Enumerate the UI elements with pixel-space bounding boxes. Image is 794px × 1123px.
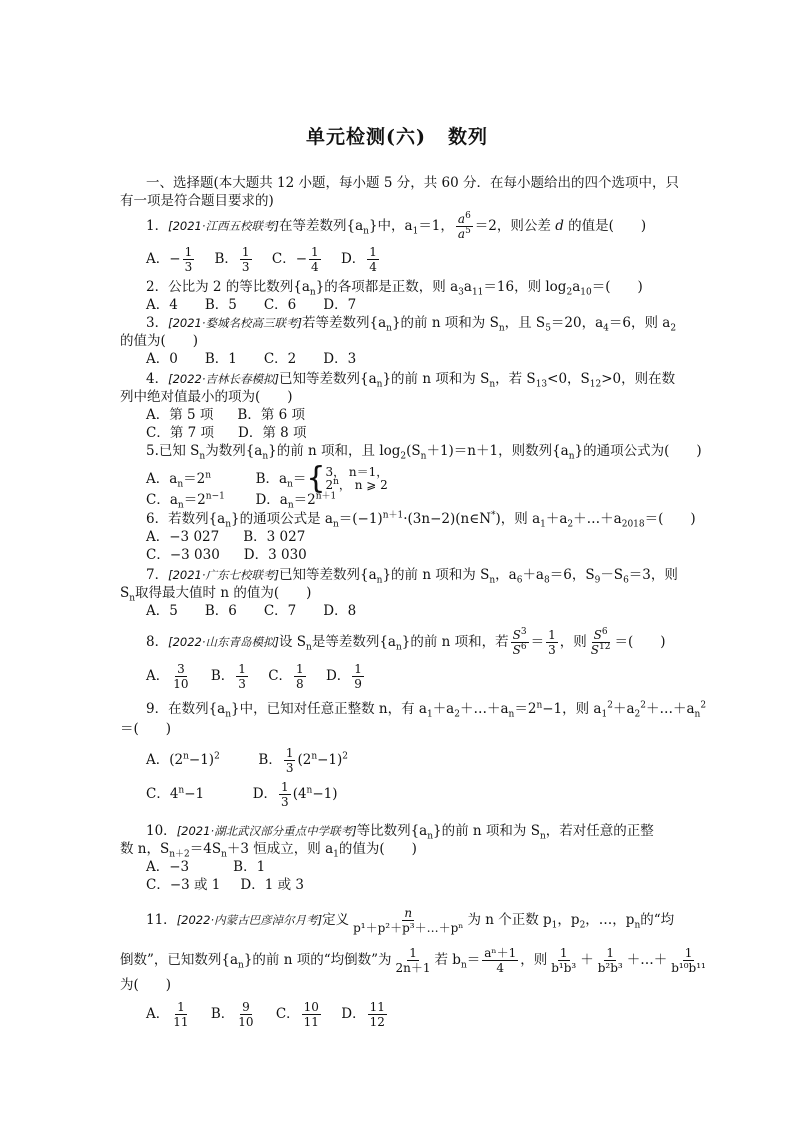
- q8-option-b: B． $\frac{1}{3}$: [210, 662, 246, 691]
- q5-options-row2: [146, 491, 336, 509]
- q3-options: A．0 B．1 C．2 D．3: [146, 351, 357, 367]
- q6-option-a: A．−3 027: [146, 529, 220, 545]
- section-header: 一、选择题(本大题共 12 小题，每小题 5 分，共 60 分．在每小题给出的四个选项中，只有一项是符合题目要求的): [120, 175, 679, 209]
- q11-options: [146, 1000, 389, 1029]
- q4-options-row1: [146, 406, 305, 424]
- question-8: 8．[2022·山东青岛模拟]设 $S_n$是等差数列$\{a_n\}$的前 n 项和，若 $\frac{S^3}{S^6}$ ＝ $\frac{1}{3}$ ，则 $\frac{S^6}{S^{12}}$ ＝( ): [146, 627, 666, 657]
- q6-option-b: B．3 027: [243, 529, 306, 545]
- q6-option-c: C．−3 030: [146, 547, 220, 563]
- q11-stem-line2: 倒数”，已知数列$\{a_n\}$的前 n 项的“均倒数”为 $\frac{1}{2n+1}$ 若 $b_n=$ $\frac{\text{aⁿ＋1}}{4}$ ，则 $\frac{1}{\text{b¹b³}}$ ＋ $\frac{1}{\text{b²b³}}$ ＋…＋ $\frac{1}{\text{b¹⁰b¹¹}}$: [120, 946, 706, 975]
- q1-source: [2021·江西五校联考]: [168, 219, 279, 233]
- title-topic: 数列: [447, 126, 488, 148]
- question-11: 11．[2022·内蒙古巴彦淖尔月考]定义 $\frac{n}{\text{p¹＋p²＋p³＋…＋pⁿ}}$ 为 n 个正数 $p_1$，$p_2$，…，$p_n$的“均: [146, 906, 675, 935]
- question-4: 4．[2022·吉林长春模拟]已知等差数列$\{a_n\}$的前 n 项和为 $S_n$，若 $S_{13}<0$，$S_{12}>0$，则在数: [146, 371, 676, 390]
- q7-source: [2021·广东七校联考]: [168, 568, 279, 582]
- q10-options-row1: [146, 858, 265, 876]
- question-7: 7．[2021·广东七校联考]已知等差数列$\{a_n\}$的前 n 项和为 $S_n$，$a_6+a_8=6$，$S_9-S_6=3$，则: [146, 567, 678, 586]
- q6-option-d: D．3 030: [243, 547, 307, 563]
- q4-option-b: B．第 6 项: [237, 407, 306, 423]
- question-9: 9．在数列$\{a_n\}$中，已知对任意正整数 n，有 $a_1+a_2+\dots+a_n=2^n-1$，则 $a_1^2+a_2^2+\dots+a_n^2$: [146, 700, 707, 720]
- q4-stem-line2: 列中绝对值最小的项为( ): [120, 389, 293, 405]
- q1-option-b: B． $\frac{1}{3}$: [214, 245, 250, 274]
- q5-option-d: D．$a_n=2^{n+1}$: [255, 491, 337, 511]
- q11-source: [2022·内蒙古巴彦淖尔月考]: [176, 913, 323, 927]
- q8-option-a: A． $\frac{3}{10}$: [146, 662, 189, 691]
- q10-source: [2021·湖北武汉部分重点中学联考]: [176, 824, 357, 838]
- question-3: 3．[2021·婺城名校高三联考]若等差数列$\{a_n\}$的前 n 项和为 $S_n$，且 $S_5=20$，$a_4=6$，则 $a_2$: [146, 315, 677, 334]
- q9-option-c: C．$4^n-1$: [146, 785, 205, 802]
- q1-options: [146, 245, 381, 274]
- q11-option-d: D． $\frac{11}{12}$: [341, 1000, 385, 1029]
- q4-source: [2022·吉林长春模拟]: [168, 372, 279, 386]
- q8-option-c: C． $\frac{1}{8}$: [268, 662, 304, 691]
- q5-option-c: C．$a_n=2^{n-1}$: [146, 491, 225, 511]
- q9-stem-line2: ＝( ): [120, 721, 172, 737]
- q3-stem-line2: 的值为( ): [120, 333, 199, 349]
- q11-option-b: B． $\frac{9}{10}$: [210, 1000, 254, 1029]
- question-1: 1．[2021·江西五校联考]在等差数列$\{a_n\}$中，$a_1=1$， $\frac{a^6}{a^5}$ ＝2，则公差 d 的值是( ): [146, 211, 647, 241]
- q1-option-d: D． $\frac{1}{4}$: [340, 245, 377, 274]
- q5-option-a: A．$a_n=2^n$: [146, 470, 211, 490]
- q1-option-c: C．− $\frac{1}{4}$: [271, 245, 319, 274]
- q9-options-row1: [146, 746, 348, 775]
- q3-source: [2021·婺城名校高三联考]: [168, 316, 302, 330]
- q4-option-c: C．第 7 项: [146, 425, 215, 441]
- question-10: 10．[2021·湖北武汉部分重点中学联考]等比数列$\{a_n\}$的前 n 项和为 $S_n$，若对任意的正整: [146, 823, 654, 842]
- q10-stem-line2: 数 n，$S_{n+2}=4S_n+3$ 恒成立，则 $a_1$的值为( ): [120, 841, 417, 860]
- q10-option-a: A．−3: [146, 859, 190, 875]
- question-2: 2．公比为 2 的等比数列$\{a_n\}$的各项都是正数，则 $a_3a_{11}=16$，则 $\log_2a_{10}=$( ): [146, 279, 643, 298]
- page-title: [0, 122, 794, 149]
- q10-option-b: B．1: [233, 859, 266, 875]
- q6-options-row2: [146, 546, 307, 564]
- q8-option-d: D． $\frac{1}{9}$: [325, 662, 362, 691]
- q2-options: A．4 B．5 C．6 D．7: [146, 297, 357, 313]
- q1-ratio-fraction: $\frac{a^6}{a^5}$: [457, 211, 471, 241]
- q10-options-row2: [146, 876, 304, 894]
- q9-options-row2: [146, 780, 338, 809]
- q11-option-a: A． $\frac{1}{11}$: [146, 1000, 189, 1029]
- title-unit: 单元检测(六): [306, 126, 426, 148]
- q4-option-a: A．第 5 项: [146, 407, 214, 423]
- q9-option-d: D． $\frac{1}{3}$ $(4^n-1)$: [252, 780, 338, 809]
- q10-option-c: C．−3 或 1: [146, 877, 221, 893]
- q8-source: [2022·山东青岛模拟]: [168, 635, 279, 649]
- q11-stem-line3: 为( ): [120, 977, 172, 993]
- question-5: 5.已知 $S_n$为数列$\{a_n\}$的前 n 项和，且 $\log_2(S_n+1)=n+1$，则数列$\{a_n\}$的通项公式为( ): [146, 443, 702, 462]
- q10-option-d: D．1 或 3: [240, 877, 304, 893]
- q7-stem-line2: $S_n$取得最大值时 n 的值为( ): [120, 585, 312, 604]
- q9-option-a: A．$(2^n-1)^2$: [146, 751, 220, 768]
- q6-options-row1: [146, 528, 305, 546]
- q7-options: A．5 B．6 C．7 D．8: [146, 603, 357, 619]
- q5-options-row1: [146, 461, 389, 496]
- q9-option-b: B． $\frac{1}{3}$ $(2^n-1)^2$: [258, 746, 349, 775]
- q4-options-row2: [146, 424, 307, 442]
- q8-options: [146, 662, 366, 691]
- q5-option-b: B．$a_n=${ 3， n＝1， 2$^n$， n ⩾ 2: [255, 461, 389, 496]
- q1-option-a: A．− $\frac{1}{3}$: [146, 245, 193, 274]
- q11-option-c: C． $\frac{10}{11}$: [275, 1000, 319, 1029]
- q4-option-d: D．第 8 项: [238, 425, 307, 441]
- question-6: 6．若数列$\{a_n\}$的通项公式是 $a_n=(-1)^{n+1}\cdot(3n-2)(n\in N^*)$，则 $a_1+a_2+\dots+a_{2018}=$( ): [146, 510, 696, 530]
